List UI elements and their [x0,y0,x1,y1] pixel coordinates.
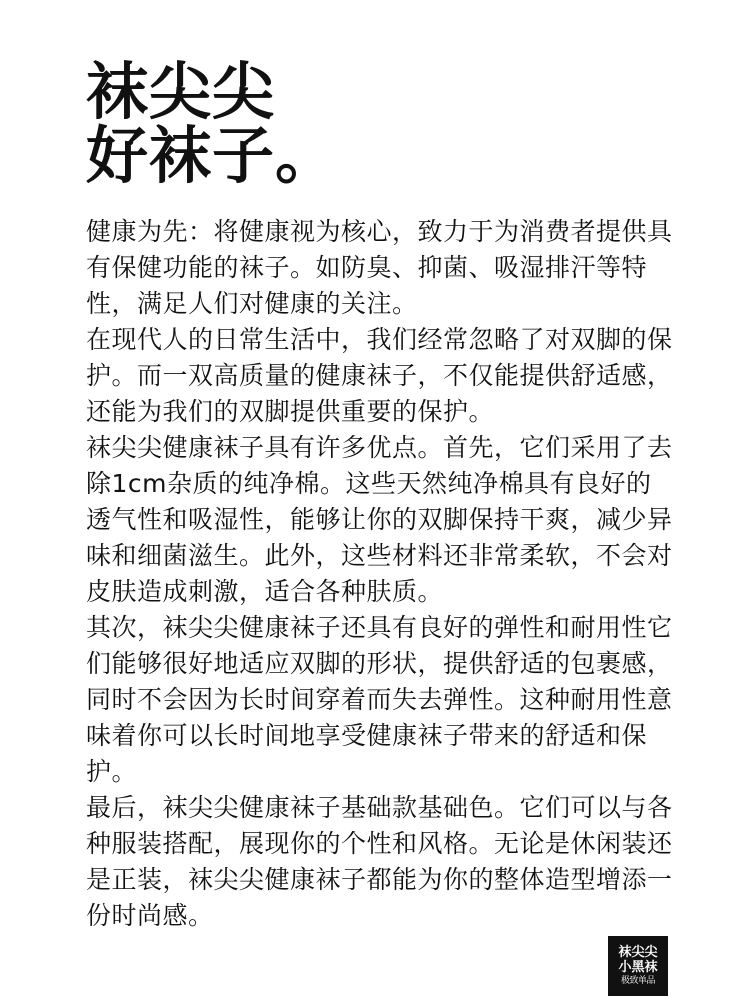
paragraph-cotton-advantages: 袜尖尖健康袜子具有许多优点。首先，它们采用了去除1cm杂质的纯净棉。这些天然纯净棉具有良好的透气性和吸湿性，能够让你的双脚保持干爽，减少异味和细菌滋生。此外，这些材料还非常柔软，不会对皮肤造成刺激，适合各种肤质。 [86,433,673,606]
title-line-1: 袜尖尖 [86,55,276,128]
paragraph-elasticity-durability: 其次，袜尖尖健康袜子还具有良好的弹性和耐用性它们能够很好地适应双脚的形状，提供舒适的包裹感，同时不会因为长时间穿着而失去弹性。这种耐用性意味着你可以长时间地享受健康袜子带来的舒适和保护。 [86,613,673,786]
brand-logo-line-1: 袜尖尖 [618,945,658,960]
paragraph-health-first: 健康为先：将健康视为核心，致力于为消费者提供具有保健功能的袜子。如防臭、抑菌、吸湿排汗等特性，满足人们对健康的关注。 [86,217,673,318]
page-title [86,55,339,192]
brand-logo-line-2: 小黑袜 [618,960,658,975]
paragraph-foot-protection: 在现代人的日常生活中，我们经常忽略了对双脚的保护。而一双高质量的健康袜子，不仅能提供舒适感，还能为我们的双脚提供重要的保护。 [86,325,673,426]
paragraph-basic-colors: 最后，袜尖尖健康袜子基础款基础色。它们可以与各种服装搭配，展现你的个性和风格。无论是休闲装还是正装，袜尖尖健康袜子都能为你的整体造型增添一份时尚感。 [86,793,673,930]
brand-logo-line-3: 极致单品 [620,976,655,986]
article-body [86,214,676,934]
brand-logo [608,936,668,996]
title-line-2: 好袜子。 [86,119,339,192]
